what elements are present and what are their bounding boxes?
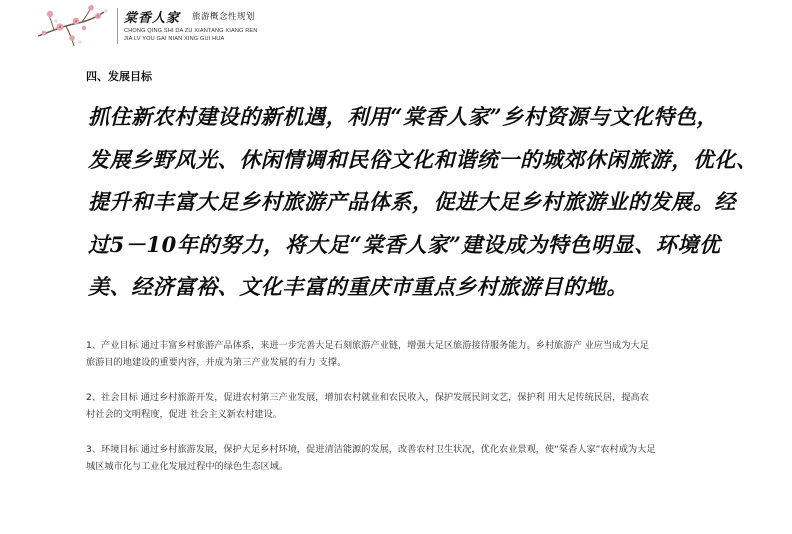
environment-goal <box>86 442 742 475</box>
plum-blossom-branch-icon <box>36 2 116 48</box>
goals-list <box>86 338 742 494</box>
header-divider <box>117 8 118 44</box>
goal-text-line: 3、环境目标 通过乡村旅游发展，保护大足乡村环境，促进清洁能源的发展，改善农村卫生状况，优化农业景观，使“棠香人家”农村成为大足 <box>86 444 656 455</box>
calligraphy-line: 抓住新农村建设的新机遇，利用“棠香人家”乡村资源与文化特色， <box>88 104 719 129</box>
goal-text-line: 1、产业目标 通过丰富乡村旅游产品体系，来进一步完善大足石刻旅游产业链，增强大足区旅游接待服务能力。乡村旅游产 业应当成为大足 <box>86 340 649 351</box>
goal-text-line: 2、社会目标 通过乡村旅游开发，促进农村第三产业发展，增加农村就业和农民收入，保护发展民间文艺，保护利 用大足传统民居，提高农 <box>86 392 649 403</box>
calligraphy-paragraph <box>88 96 758 309</box>
page-header <box>0 0 792 52</box>
pinyin-line-2: JIA LV YOU GAI NIAN XING GUI HUA <box>124 36 225 42</box>
pinyin-line-1: CHONG QING SHI DA ZU XIANTANG XIANG REN <box>124 28 258 34</box>
calligraphy-line: 美、经济富裕、文化丰富的重庆市重点乡村旅游目的地。 <box>88 274 628 299</box>
industry-goal <box>86 338 742 371</box>
social-goal <box>86 390 742 423</box>
brand-subtitle: 旅游概念性规划 <box>192 12 256 22</box>
goal-text-line: 村社会的文明程度，促进 社会主义新农村建设。 <box>86 408 282 420</box>
brand-logo: 棠香人家 <box>124 10 181 26</box>
brand-row <box>124 8 255 24</box>
goal-text-line: 旅游目的地建设的重要内容，并成为第三产业发展的有力 支撑。 <box>86 356 347 368</box>
section-title: 四、发展目标 <box>86 70 152 83</box>
calligraphy-line: 发展乡野风光、休闲情调和民俗文化和谐统一的城郊休闲旅游，优化、 <box>88 146 758 172</box>
calligraphy-line: 过5－10年的努力，将大足“棠香人家”建设成为特色明显、环境优 <box>88 231 721 257</box>
calligraphy-line: 提升和丰富大足乡村旅游产品体系，促进大足乡村旅游业的发展。经 <box>88 189 736 214</box>
goal-text-line: 城区城市化与工业化发展过程中的绿色生态区域。 <box>86 460 289 472</box>
